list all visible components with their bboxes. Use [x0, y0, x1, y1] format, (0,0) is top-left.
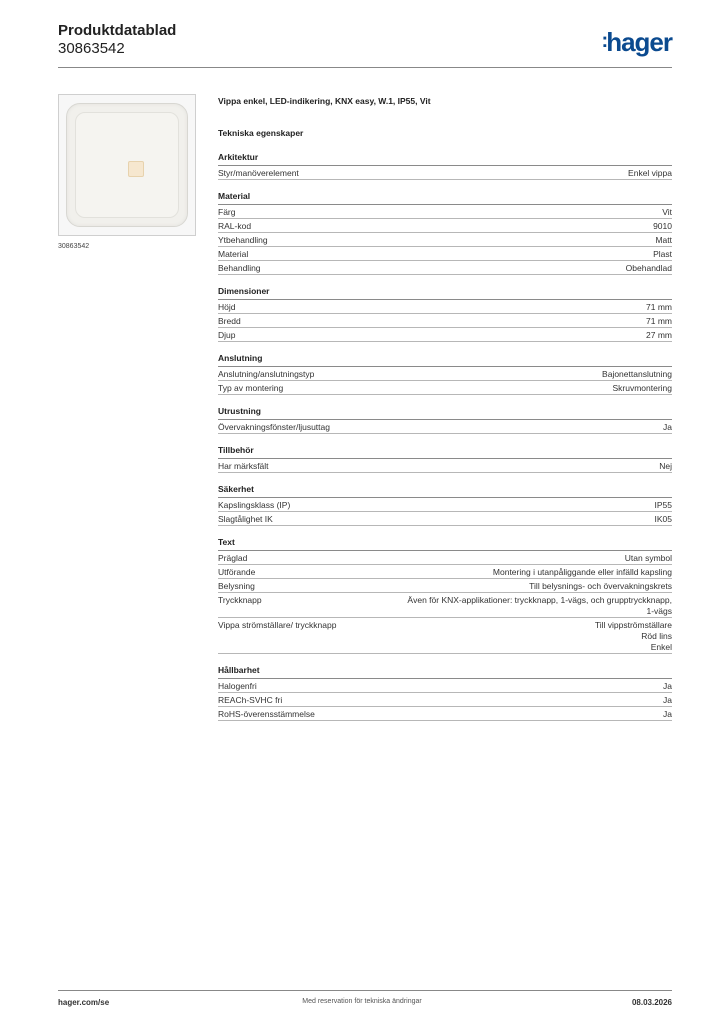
spec-value [659, 461, 672, 472]
spec-value [663, 695, 672, 706]
section-title: Arkitektur [218, 152, 672, 166]
spec-row [218, 693, 672, 707]
spec-key: RoHS-överensstämmelse [218, 708, 315, 719]
spec-key: Bredd [218, 315, 241, 326]
spec-value [663, 422, 672, 433]
spec-key: Kapslingsklass (IP) [218, 499, 291, 510]
spec-section [218, 286, 672, 342]
spec-content [218, 96, 672, 732]
spec-value [653, 249, 672, 260]
spec-row [218, 328, 672, 342]
footer-date: 08.03.2026 [631, 998, 672, 1007]
spec-value-line: 27 mm [646, 329, 672, 340]
spec-value-line: 71 mm [646, 315, 672, 326]
section-title: Material [218, 191, 672, 205]
spec-row [218, 498, 672, 512]
spec-key: Höjd [218, 301, 236, 312]
section-title: Hållbarhet [218, 665, 672, 679]
footer-website[interactable]: hager.com/se [58, 998, 110, 1007]
spec-value-line: Ja [663, 708, 672, 719]
spec-row [218, 381, 672, 395]
spec-key: Typ av montering [218, 382, 284, 393]
spec-key: Präglad [218, 552, 248, 563]
spec-key: Material [218, 248, 249, 259]
logo-text: hager [606, 27, 672, 57]
spec-row [218, 679, 672, 693]
spec-value [602, 369, 672, 380]
spec-value [646, 302, 672, 313]
spec-value-line: Utan symbol [624, 552, 672, 563]
section-title: Utrustning [218, 406, 672, 420]
spec-key: REACh-SVHC fri [218, 694, 283, 705]
spec-section [218, 406, 672, 434]
spec-key: Utförande [218, 566, 256, 577]
spec-value-line: Ja [663, 694, 672, 705]
spec-value-line: Nej [659, 460, 672, 471]
page-title: Produktdatablad [58, 22, 177, 39]
spec-section [218, 445, 672, 473]
spec-value-line: Montering i utanpåliggande eller infälld kapsling [492, 566, 672, 577]
section-title: Dimensioner [218, 286, 672, 300]
section-title: Säkerhet [218, 484, 672, 498]
spec-section [218, 537, 672, 654]
spec-value-line: Enkel vippa [628, 167, 672, 178]
spec-value [626, 263, 672, 274]
switch-frame-icon [66, 103, 188, 227]
led-lens-icon [128, 161, 144, 177]
spec-value [595, 620, 672, 653]
product-name: Vippa enkel, LED-indikering, KNX easy, W.1, IP55, Vit [218, 96, 431, 106]
page-header [58, 22, 176, 58]
spec-value-line: Vit [662, 206, 672, 217]
spec-row [218, 166, 672, 180]
section-title: Tillbehör [218, 445, 672, 459]
spec-value [655, 235, 672, 246]
spec-key: Har märksfält [218, 460, 269, 471]
spec-value-line: Skruvmontering [612, 382, 672, 393]
logo-dots-icon: : [601, 30, 607, 52]
spec-row [218, 300, 672, 314]
spec-key: Övervakningsfönster/ljusuttag [218, 421, 330, 432]
spec-key: Anslutning/anslutningstyp [218, 368, 315, 379]
spec-value-line: Bajonettanslutning [602, 368, 672, 379]
spec-value [625, 553, 672, 564]
footer-disclaimer: Med reservation för tekniska ändringar [302, 998, 422, 1005]
spec-row [218, 247, 672, 261]
spec-row [218, 579, 672, 593]
spec-value-line: Ja [663, 680, 672, 691]
spec-section [218, 665, 672, 721]
spec-key: Slagtålighet IK [218, 513, 273, 524]
spec-key: Styr/manöverelement [218, 167, 299, 178]
spec-value-line: Plast [653, 248, 672, 259]
spec-value-line: Matt [655, 234, 672, 245]
spec-value-line: Även för KNX-applikationer: tryckknapp, 1-vägs, och grupptryckknapp, [407, 594, 672, 605]
spec-value [662, 207, 672, 218]
spec-value-line: Till belysnings- och övervakningskrets [529, 580, 672, 591]
spec-key: Ytbehandling [218, 234, 268, 245]
spec-row [218, 551, 672, 565]
spec-row [218, 707, 672, 721]
spec-key: Tryckknapp [218, 594, 262, 605]
switch-rocker [75, 112, 179, 218]
spec-row [218, 219, 672, 233]
spec-value-line: Enkel [650, 641, 672, 652]
spec-value-line: Obehandlad [625, 262, 672, 273]
spec-row [218, 420, 672, 434]
spec-section [218, 191, 672, 275]
spec-value-line: 1-vägs [646, 605, 672, 616]
spec-value-line: Till vippströmställare [594, 619, 672, 630]
spec-row [218, 205, 672, 219]
header-divider [58, 67, 672, 68]
hager-logo [602, 26, 672, 57]
spec-value [628, 168, 672, 179]
spec-value [663, 681, 672, 692]
spec-value [612, 383, 672, 394]
spec-value-line: 9010 [653, 220, 672, 231]
spec-key: Halogenfri [218, 680, 257, 691]
section-title: Anslutning [218, 353, 672, 367]
spec-key: Färg [218, 206, 236, 217]
spec-row [218, 565, 672, 579]
spec-row [218, 618, 672, 654]
spec-key: Belysning [218, 580, 255, 591]
spec-value-line: IK05 [654, 513, 672, 524]
section-title: Text [218, 537, 672, 551]
spec-section [218, 353, 672, 395]
spec-value [646, 330, 672, 341]
spec-row [218, 233, 672, 247]
spec-value-line: Röd lins [641, 630, 672, 641]
spec-key: Vippa strömställare/ tryckknapp [218, 619, 337, 630]
spec-value [493, 567, 672, 578]
spec-key: Behandling [218, 262, 261, 273]
spec-value [646, 316, 672, 327]
spec-row [218, 367, 672, 381]
footer-divider [58, 990, 672, 991]
spec-value [407, 595, 672, 617]
product-number: 30863542 [58, 40, 125, 57]
spec-section [218, 484, 672, 526]
spec-row [218, 593, 672, 618]
spec-value [655, 514, 673, 525]
spec-row [218, 314, 672, 328]
spec-value-line: IP55 [654, 499, 672, 510]
spec-value [663, 709, 672, 720]
product-image [58, 94, 196, 236]
spec-sections [218, 152, 672, 721]
spec-key: RAL-kod [218, 220, 252, 231]
spec-section [218, 152, 672, 180]
spec-row [218, 459, 672, 473]
spec-value [655, 500, 673, 511]
image-caption: 30863542 [58, 243, 90, 250]
spec-value [529, 581, 672, 592]
spec-row [218, 512, 672, 526]
spec-value [653, 221, 672, 232]
spec-row [218, 261, 672, 275]
spec-key: Djup [218, 329, 236, 340]
spec-value-line: Ja [663, 421, 672, 432]
tech-specs-heading: Tekniska egenskaper [218, 128, 304, 138]
spec-value-line: 71 mm [646, 301, 672, 312]
